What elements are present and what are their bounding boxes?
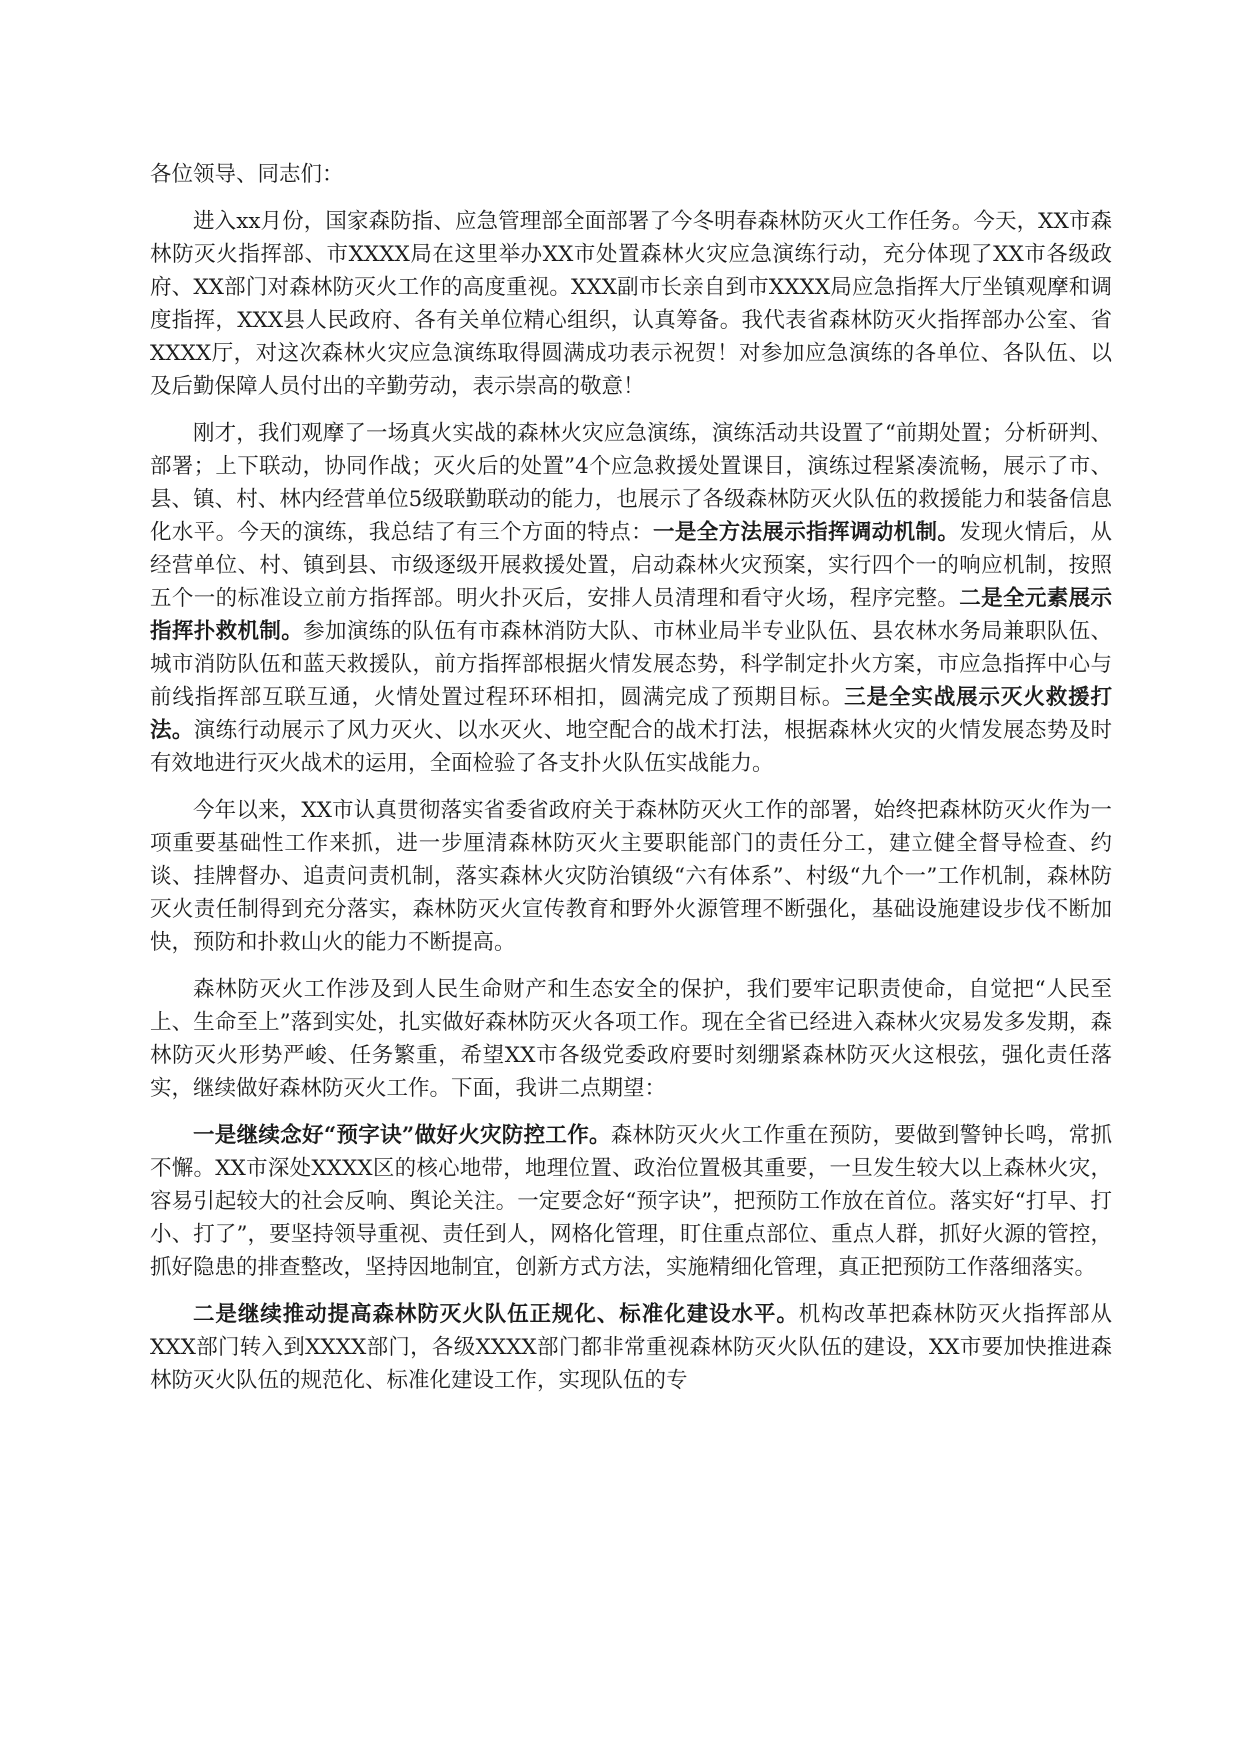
expectation-1-heading: 一是继续念好“预字诀”做好火灾防控工作。 <box>193 1123 611 1148</box>
feature-2-text: 参加演练的队伍有市森林消防大队、市林业局半专业队伍、县农林水务局兼职队伍、城市消防队伍和蓝天救援队，前方指挥部根据火情发展态势，科学制定扑火方案，市应急指挥中心与前线指挥部互联互通，火情处置过程环环相扣，圆满完成了预期目标。 <box>150 619 1112 710</box>
expectation-2-heading: 二是继续推动提高森林防灭火队伍正规化、标准化建设水平。 <box>193 1302 799 1327</box>
feature-1-text: 发现火情后，从经营单位、村、镇到县、市级逐级开展救援处置，启动森林火灾预案，实行四个一的响应机制，按照五个一的标准设立前方指挥部。明火扑灭后，安排人员清理和看守火场，程序完整。 <box>150 520 1112 611</box>
paragraph-2-intro: 刚才，我们观摩了一场真火实战的森林火灾应急演练，演练活动共设置了“前期处置；分析研判、部署；上下联动，协同作战；灭火后的处置”4个应急救援处置课目，演练过程紧凑流畅，展示了市、县、镇、村、林内经营单位5级联勤联动的能力，也展示了各级森林防灭火队伍的救援能力和装备信息化水平。今天的演练，我总结了有三个方面的特点： <box>150 421 1112 545</box>
feature-1-heading: 一是全方法展示指挥调动机制。 <box>653 520 960 545</box>
expectation-1-text: 森林防灭火火工作重在预防，要做到警钟长鸣，常抓不懈。XX市深处XXXX区的核心地带，地理位置、政治位置极其重要，一旦发生较大以上森林火灾，容易引起较大的社会反响、舆论关注。一定要念好“预字诀”，把预防工作放在首位。落实好“打早、打小、打了”，要坚持领导重视、责任到人，网格化管理，盯住重点部位、重点人群，抓好火源的管控，抓好隐患的排查整改，坚持因地制宜，创新方式方法，实施精细化管理，真正把预防工作落细落实。 <box>150 1123 1112 1280</box>
paragraph-2 <box>150 417 1112 780</box>
paragraph-1: 进入xx月份，国家森防指、应急管理部全面部署了今冬明春森林防灭火工作任务。今天，XX市森林防灭火指挥部、市XXXX局在这里举办XX市处置森林火灾应急演练行动，充分体现了XX市各级政府、XX部门对森林防灭火工作的高度重视。XXX副市长亲自到市XXXX局应急指挥大厅坐镇观摩和调度指挥，XXX县人民政府、各有关单位精心组织，认真筹备。我代表省森林防灭火指挥部办公室、省XXXX厅，对这次森林火灾应急演练取得圆满成功表示祝贺！对参加应急演练的各单位、各队伍、以及后勤保障人员付出的辛勤劳动，表示崇高的敬意！ <box>150 209 1112 399</box>
paragraph-3: 今年以来，XX市认真贯彻落实省委省政府关于森林防灭火工作的部署，始终把森林防灭火作为一项重要基础性工作来抓，进一步厘清森林防灭火主要职能部门的责任分工，建立健全督导检查、约谈、挂牌督办、追责问责机制，落实森林火灾防治镇级“六有体系”、村级“九个一”工作机制，森林防灭火责任制得到充分落实，森林防灭火宣传教育和野外火源管理不断强化，基础设施建设步伐不断加快，预防和扑救山火的能力不断提高。 <box>150 798 1112 955</box>
salutation: 各位领导、同志们： <box>150 162 344 187</box>
feature-3-text: 演练行动展示了风力灭火、以水灭火、地空配合的战术打法，根据森林火灾的火情发展态势及时有效地进行灭火战术的运用，全面检验了各支扑火队伍实战能力。 <box>150 718 1112 776</box>
paragraph-6 <box>150 1298 1112 1397</box>
feature-2-heading: 二是全元素展示指挥扑救机制。 <box>150 586 1112 644</box>
paragraph-4: 森林防灭火工作涉及到人民生命财产和生态安全的保护，我们要牢记职责使命，自觉把“人民至上、生命至上”落到实处，扎实做好森林防灭火各项工作。现在全省已经进入森林火灾易发多发期，森林防灭火形势严峻、任务繁重，希望XX市各级党委政府要时刻绷紧森林防灭火这根弦，强化责任落实，继续做好森林防灭火工作。下面，我讲二点期望： <box>150 977 1112 1101</box>
paragraph-5 <box>150 1119 1112 1284</box>
feature-3-heading: 三是全实战展示灭火救援打法。 <box>150 685 1112 743</box>
expectation-2-text: 机构改革把森林防灭火指挥部从XXX部门转入到XXXX部门，各级XXXX部门都非常重视森林防灭火队伍的建设，XX市要加快推进森林防灭火队伍的规范化、标准化建设工作，实现队伍的专 <box>150 1302 1112 1393</box>
document-page <box>150 158 1112 1397</box>
